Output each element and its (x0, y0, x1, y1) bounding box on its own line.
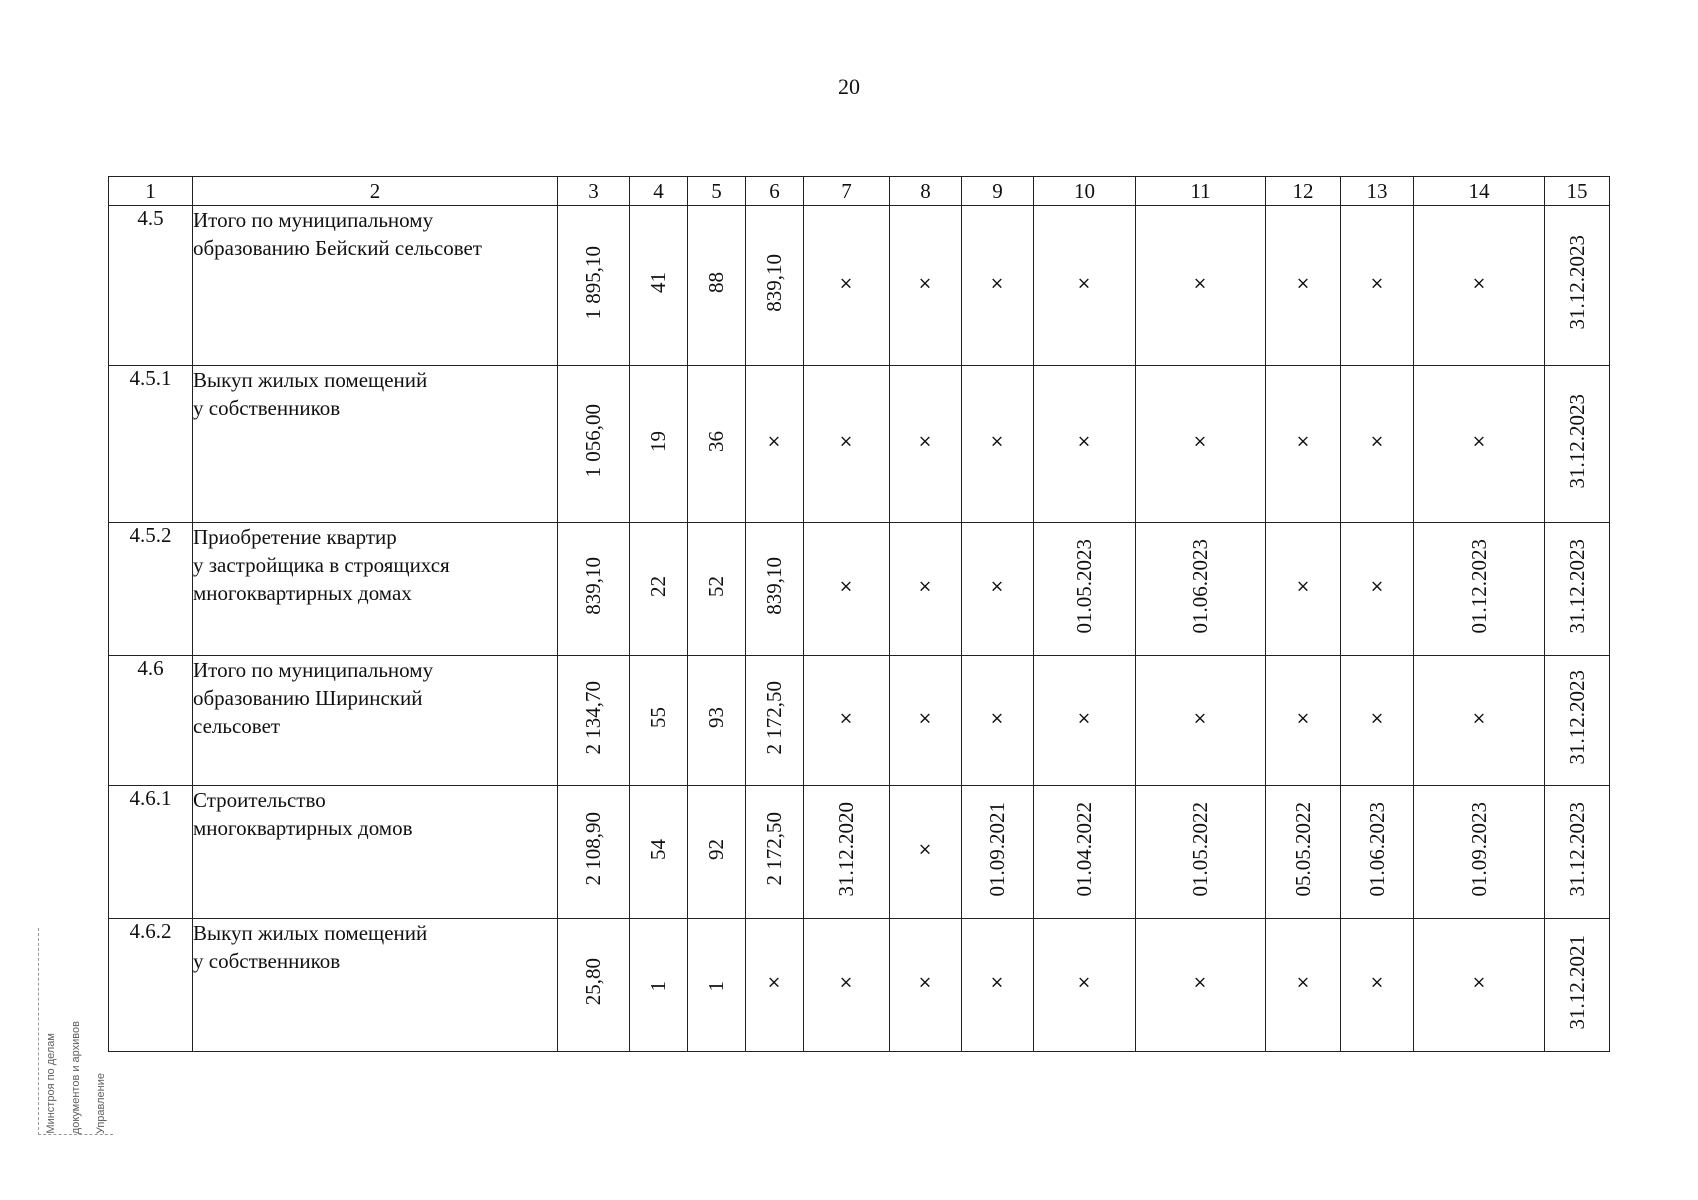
cell-value: 88 (704, 272, 728, 293)
cell-value: 01.06.2023 (1364, 801, 1389, 897)
column-header: 14 (1414, 177, 1545, 206)
cell-value: × (1366, 707, 1387, 728)
table-cell (746, 919, 804, 1052)
column-header: 12 (1266, 177, 1341, 206)
cell-value: × (1292, 431, 1313, 451)
row-name (193, 366, 558, 523)
table-cell (746, 786, 804, 919)
stamp-line: документов и архивов (69, 1020, 82, 1134)
table-cell (1136, 656, 1266, 786)
table-cell (890, 919, 962, 1052)
table-cell (804, 523, 890, 656)
cell-value: × (1366, 272, 1387, 293)
table-cell (962, 786, 1034, 919)
table-cell (558, 206, 630, 366)
table-cell (688, 206, 746, 366)
cell-value: 839,10 (581, 557, 605, 615)
table-cell (804, 206, 890, 366)
table-cell (1136, 786, 1266, 919)
table-cell (688, 656, 746, 786)
cell-value: 2 108,90 (581, 812, 605, 886)
row-name-line: образованию Ширинский (193, 686, 423, 710)
table-cell (1266, 919, 1341, 1052)
row-name-line: образованию Бейский сельсовет (193, 236, 482, 260)
row-name-line: многоквартирных домах (193, 581, 412, 605)
table-cell (558, 919, 630, 1052)
cell-value: × (1366, 576, 1387, 596)
table-cell (1414, 523, 1545, 656)
cell-value: × (915, 576, 935, 596)
cell-value: 92 (704, 838, 728, 860)
cell-value: × (1292, 707, 1313, 728)
cell-value: × (987, 272, 1007, 293)
row-name-line: Выкуп жилых помещений (193, 368, 428, 392)
cell-value: × (987, 972, 1007, 992)
cell-value: 1 895,10 (581, 245, 605, 320)
cell-value: × (1468, 707, 1489, 728)
archive-stamp (38, 928, 113, 1135)
row-name (193, 206, 558, 366)
table-cell (630, 523, 688, 656)
table-cell (1266, 786, 1341, 919)
cell-value: × (836, 576, 856, 596)
row-number: 4.5.1 (109, 366, 193, 523)
column-header: 10 (1034, 177, 1136, 206)
column-header: 5 (688, 177, 746, 206)
table-cell (1034, 919, 1136, 1052)
cell-value: × (1074, 272, 1094, 293)
cell-value: 2 172,50 (762, 812, 786, 886)
table-cell (1414, 919, 1545, 1052)
table-header-row (109, 177, 1610, 206)
cell-value: 41 (646, 272, 670, 293)
table-cell (1034, 656, 1136, 786)
row-name (193, 656, 558, 786)
cell-value: 839,10 (762, 253, 786, 312)
cell-value: 01.09.2021 (985, 801, 1009, 897)
table-cell (1266, 206, 1341, 366)
cell-value: × (764, 431, 784, 451)
cell-value: 01.05.2022 (1188, 801, 1212, 897)
stamp-line: Минстроя по делам (45, 1033, 58, 1134)
table-cell (630, 366, 688, 523)
cell-value: 31.12.2023 (1564, 801, 1589, 897)
table-cell (746, 523, 804, 656)
table-cell (558, 523, 630, 656)
cell-value: 1 (646, 981, 670, 992)
table-cell (1341, 919, 1414, 1052)
row-name-line: Выкуп жилых помещений (193, 921, 428, 945)
cell-value: × (1190, 272, 1210, 293)
row-name (193, 919, 558, 1052)
cell-value: 22 (646, 575, 670, 597)
cell-value: × (1074, 431, 1094, 451)
row-name-line: у собственников (193, 949, 341, 973)
cell-value: 31.12.2023 (1564, 235, 1589, 330)
cell-value: × (987, 576, 1007, 596)
table-cell (630, 919, 688, 1052)
table-cell (1266, 523, 1341, 656)
table-cell (804, 919, 890, 1052)
table-row (109, 523, 1610, 656)
table-cell (1136, 919, 1266, 1052)
cell-value: × (1292, 272, 1313, 293)
table-cell (1341, 206, 1414, 366)
table-cell (1545, 786, 1610, 919)
table-cell (688, 786, 746, 919)
table-cell (1034, 523, 1136, 656)
table-cell (558, 786, 630, 919)
row-number: 4.6 (109, 656, 193, 786)
table-row (109, 656, 1610, 786)
cell-value: × (1190, 972, 1210, 992)
column-header: 2 (193, 177, 558, 206)
table-cell (1136, 206, 1266, 366)
cell-value: 31.12.2021 (1564, 934, 1589, 1030)
table-cell (1341, 523, 1414, 656)
cell-value: × (764, 972, 784, 992)
cell-value: × (1074, 972, 1094, 992)
table-cell (1545, 523, 1610, 656)
column-header: 3 (558, 177, 630, 206)
table-cell (890, 786, 962, 919)
cell-value: × (915, 707, 935, 728)
row-name (193, 523, 558, 656)
cell-value: × (836, 431, 856, 451)
cell-value: × (836, 707, 856, 728)
table-cell (890, 656, 962, 786)
cell-value: × (915, 839, 935, 859)
table-cell (1545, 656, 1610, 786)
cell-value: 93 (704, 707, 728, 728)
cell-value: × (836, 272, 856, 293)
table-cell (746, 206, 804, 366)
table-cell (688, 523, 746, 656)
table-cell (804, 656, 890, 786)
cell-value: 1 056,00 (581, 404, 605, 478)
table-cell (1341, 366, 1414, 523)
cell-value: 25,80 (581, 958, 605, 1006)
cell-value: 01.12.2023 (1466, 538, 1491, 634)
table-cell (1266, 656, 1341, 786)
table-cell (630, 656, 688, 786)
page-number: 20 (838, 74, 860, 99)
table-cell (1414, 366, 1545, 523)
table-cell (1034, 206, 1136, 366)
row-name-line: Итого по муниципальному (193, 658, 434, 682)
row-number: 4.5.2 (109, 523, 193, 656)
table-cell (962, 366, 1034, 523)
table-cell (1341, 786, 1414, 919)
table-row (109, 919, 1610, 1052)
cell-value: 01.05.2023 (1072, 538, 1096, 634)
table-cell (1341, 656, 1414, 786)
cell-value: × (915, 431, 935, 451)
stamp-line: Управление (94, 1072, 107, 1134)
cell-value: 19 (646, 430, 670, 452)
column-header: 9 (962, 177, 1034, 206)
column-header: 15 (1545, 177, 1610, 206)
table-cell (962, 523, 1034, 656)
table-cell (558, 366, 630, 523)
cell-value: × (1292, 576, 1313, 596)
table-cell (962, 656, 1034, 786)
data-table (108, 176, 1610, 1052)
cell-value: 31.12.2023 (1564, 538, 1589, 634)
table-cell (1545, 366, 1610, 523)
row-number: 4.6.1 (109, 786, 193, 919)
row-number: 4.6.2 (109, 919, 193, 1052)
table-cell (558, 656, 630, 786)
column-header: 11 (1136, 177, 1266, 206)
table-cell (804, 786, 890, 919)
table-row (109, 786, 1610, 919)
cell-value: × (987, 707, 1007, 728)
cell-value: × (1468, 972, 1489, 992)
cell-value: × (1468, 431, 1489, 451)
cell-value: × (987, 431, 1007, 451)
table-body (109, 206, 1610, 1052)
table-cell (1034, 786, 1136, 919)
cell-value: × (1366, 972, 1387, 992)
cell-value: 01.09.2023 (1466, 801, 1491, 897)
table-cell (1414, 786, 1545, 919)
column-header: 13 (1341, 177, 1414, 206)
cell-value: × (1190, 707, 1210, 728)
cell-value: 54 (646, 838, 670, 860)
table-cell (1266, 366, 1341, 523)
row-name-line: у собственников (193, 396, 341, 420)
row-name-line: сельсовет (193, 714, 281, 738)
table-cell (746, 366, 804, 523)
table-cell (890, 206, 962, 366)
column-header: 4 (630, 177, 688, 206)
table-cell (688, 366, 746, 523)
table-cell (1545, 919, 1610, 1052)
column-header: 8 (890, 177, 962, 206)
cell-value: 55 (646, 707, 670, 728)
cell-value: 31.12.2023 (1564, 670, 1589, 765)
row-name-line: многоквартирных домов (193, 816, 413, 840)
row-name (193, 786, 558, 919)
table-row (109, 366, 1610, 523)
table-cell (890, 366, 962, 523)
row-number: 4.5 (109, 206, 193, 366)
cell-value: × (1468, 272, 1489, 293)
cell-value: × (915, 972, 935, 992)
table-cell (1136, 366, 1266, 523)
row-name-line: Приобретение квартир (193, 525, 397, 549)
row-name-line: Строительство (193, 788, 326, 812)
cell-value: 31.12.2020 (834, 801, 858, 897)
cell-value: × (1074, 707, 1094, 728)
row-name-line: Итого по муниципальному (193, 208, 434, 232)
cell-value: 05.05.2022 (1290, 801, 1315, 897)
cell-value: × (1366, 431, 1387, 451)
row-name-line: у застройщика в строящихся (193, 553, 450, 577)
cell-value: 52 (704, 575, 728, 597)
cell-value: × (1292, 972, 1313, 992)
table-cell (746, 656, 804, 786)
cell-value: 31.12.2023 (1564, 393, 1589, 489)
table-cell (962, 206, 1034, 366)
table-cell (804, 366, 890, 523)
column-header: 7 (804, 177, 890, 206)
table-cell (890, 523, 962, 656)
cell-value: × (915, 272, 935, 293)
column-header: 1 (109, 177, 193, 206)
table-row (109, 206, 1610, 366)
cell-value: 2 134,70 (581, 680, 605, 755)
cell-value: 01.04.2022 (1072, 801, 1096, 897)
cell-value: 839,10 (762, 557, 786, 615)
cell-value: 36 (704, 430, 728, 452)
cell-value: 2 172,50 (762, 680, 786, 755)
table-cell (962, 919, 1034, 1052)
cell-value: 1 (704, 981, 728, 992)
table-cell (1414, 206, 1545, 366)
cell-value: 01.06.2023 (1188, 538, 1212, 634)
table-cell (1136, 523, 1266, 656)
table-cell (630, 206, 688, 366)
table-cell (688, 919, 746, 1052)
cell-value: × (836, 972, 856, 992)
table-cell (1545, 206, 1610, 366)
table-cell (1034, 366, 1136, 523)
table-cell (1414, 656, 1545, 786)
table-cell (630, 786, 688, 919)
column-header: 6 (746, 177, 804, 206)
cell-value: × (1190, 431, 1210, 451)
